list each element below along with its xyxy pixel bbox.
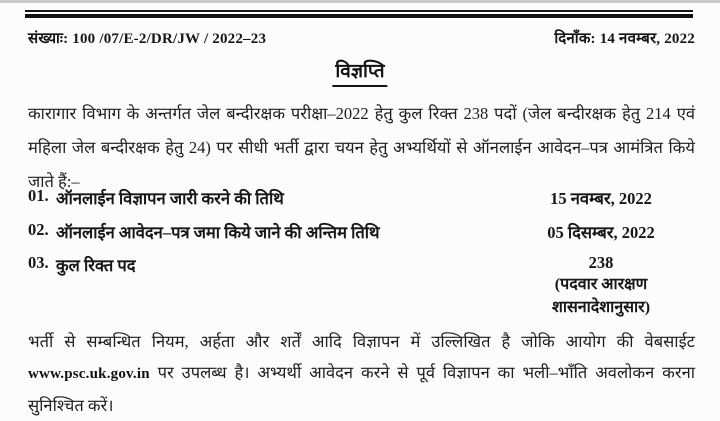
document-date: दिनाँक: 14 नवम्बर, 2022 — [554, 31, 695, 47]
item-number: 02. — [28, 220, 49, 239]
item-value: 15 नवम्बर, 2022 — [550, 189, 652, 208]
footer-paragraph — [28, 326, 695, 421]
item-number: 03. — [28, 253, 49, 272]
item-label: कुल रिक्त पद — [56, 256, 136, 275]
reservation-note — [528, 274, 674, 319]
intro-paragraph: कारागार विभाग के अन्तर्गत जेल बन्दीरक्षक परीक्षा–2022 हेतु कुल रिक्त 238 पदों (जेल बन्दीरक्षक हेतु 214 एवं महिला जेल बन्दीरक्षक हेतु 24) पर सीधी भर्ती द्वारा चयन हेतु अभ्यर्थियों से ऑनलाईन आवेदन–पत्र आमंत्रित किये जाते हैं:– — [28, 104, 695, 191]
reservation-note-line2: शासनादेशानुसार) — [551, 298, 651, 316]
reservation-note-line1: (पदवार आरक्षण — [554, 276, 648, 293]
item-number: 01. — [28, 186, 49, 205]
item-value: 05 दिसम्बर, 2022 — [547, 223, 655, 242]
item-label: ऑनलाईन विज्ञापन जारी करने की तिथि — [56, 189, 284, 208]
item-label: ऑनलाईन आवेदन–पत्र जमा किये जाने की अन्तिम तिथि — [56, 223, 380, 242]
page-title: विज्ञप्ति — [332, 57, 387, 87]
scan-edge-artifact — [0, 0, 720, 3]
item-value: 238 — [588, 253, 614, 272]
commission-website-url[interactable]: www.psc.uk.gov.in — [28, 366, 150, 382]
footer-text-before-url: भर्ती से सम्बन्धित नियम, अर्हता और शर्तें आदि विज्ञापन में उल्लिखित है जोकि आयोग की वेबसाईट — [28, 332, 695, 351]
reference-number: संख्याः: 100 /07/E-2/DR/JW / 2022–23 — [28, 31, 267, 47]
rule-thick-line — [25, 14, 693, 18]
document-header-row — [28, 28, 695, 48]
list-item-advertisement-date — [0, 186, 720, 210]
footer-text-after-url: पर उपलब्ध है। अभ्यर्थी आवेदन करने से पूर्व विज्ञापन का भली–भाँति अवलोकन करना सुनिश्चित करें। — [28, 363, 695, 415]
list-item-last-date — [0, 220, 720, 244]
top-double-rule — [25, 10, 693, 18]
